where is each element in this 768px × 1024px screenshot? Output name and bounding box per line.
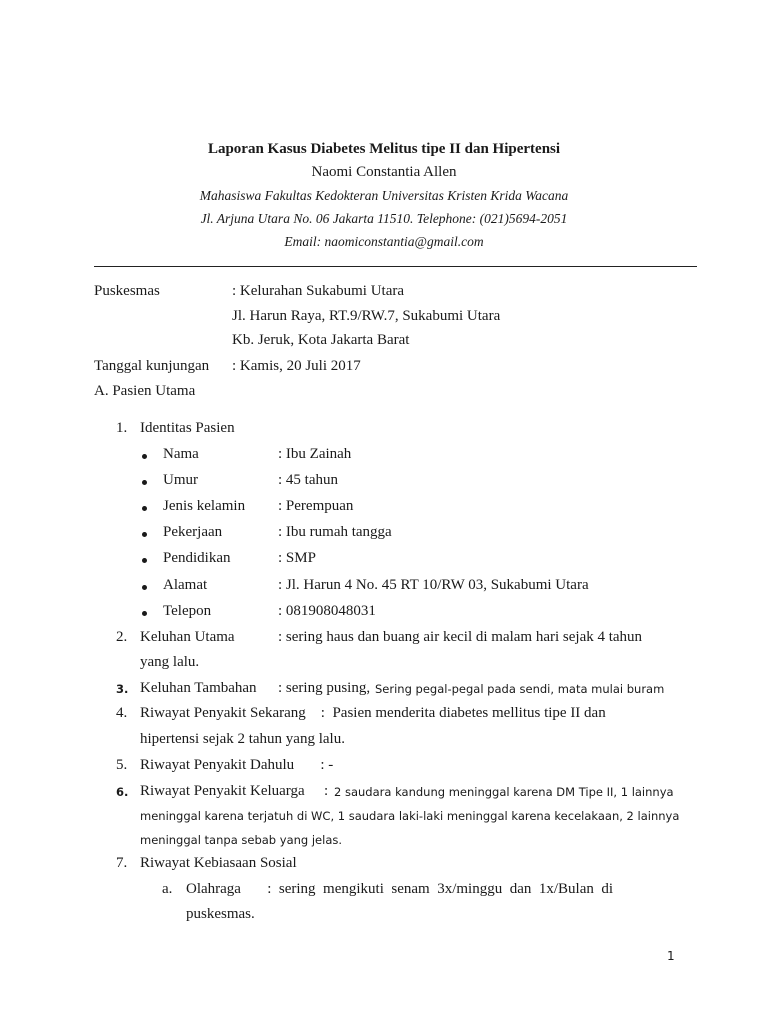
visit-date-value: : Kamis, 20 Juli 2017: [232, 358, 361, 374]
main-complaint-continuation: yang lalu.: [140, 654, 200, 670]
identity-label: Pekerjaan: [163, 524, 223, 540]
list-number: 7.: [116, 855, 128, 871]
main-complaint-value: : sering haus dan buang air kecil di malam hari sejak 4 tahun: [278, 629, 643, 645]
visit-date-label: Tanggal kunjungan: [94, 358, 210, 374]
additional-complaint-extra: Sering pegal-pegal pada sendi, mata mulai buram: [375, 682, 665, 696]
exercise-habit-continuation: puskesmas.: [186, 906, 255, 922]
puskesmas-city-line: Kb. Jeruk, Kota Jakarta Barat: [232, 332, 410, 348]
current-illness-history: Riwayat Penyakit Sekarang : Pasien menderita diabetes mellitus tipe II dan: [140, 705, 606, 721]
report-title: Laporan Kasus Diabetes Melitus tipe II dan Hipertensi: [207, 141, 561, 157]
bullet-icon: [142, 611, 147, 616]
bullet-icon: [142, 454, 147, 459]
identity-label: Pendidikan: [163, 550, 231, 566]
list-number: 1.: [116, 420, 128, 436]
header-divider: [94, 266, 697, 267]
list-number: 5.: [116, 757, 128, 773]
family-history-colon: :: [324, 783, 329, 799]
family-history-label: Riwayat Penyakit Keluarga: [140, 783, 305, 799]
identity-label: Umur: [163, 472, 198, 488]
family-history-line: meninggal karena terjatuh di WC, 1 saudara laki-laki meninggal karena kecelakaan, 2 lainnya: [140, 809, 680, 823]
identity-label: Jenis kelamin: [163, 498, 246, 514]
page-number: 1: [667, 949, 675, 963]
additional-complaint-label: Keluhan Tambahan: [140, 680, 257, 696]
identity-label: Alamat: [163, 577, 208, 593]
bullet-icon: [142, 558, 147, 563]
social-history-heading: Riwayat Kebiasaan Sosial: [140, 855, 297, 871]
list-number: 4.: [116, 705, 128, 721]
identity-value: : 45 tahun: [278, 472, 338, 488]
list-number: 2.: [116, 629, 128, 645]
main-complaint-label: Keluhan Utama: [140, 629, 235, 645]
current-illness-continuation: hipertensi sejak 2 tahun yang lalu.: [140, 731, 345, 747]
list-number: 6.: [116, 785, 129, 799]
puskesmas-address-line: Jl. Harun Raya, RT.9/RW.7, Sukabumi Utara: [232, 308, 501, 324]
identity-value: : Jl. Harun 4 No. 45 RT 10/RW 03, Sukabumi Utara: [278, 577, 589, 593]
identity-value: : Ibu Zainah: [278, 446, 352, 462]
bullet-icon: [142, 585, 147, 590]
identity-value: : Ibu rumah tangga: [278, 524, 392, 540]
puskesmas-value: : Kelurahan Sukabumi Utara: [232, 283, 405, 299]
list-number: 3.: [116, 682, 129, 696]
bullet-icon: [142, 506, 147, 511]
past-illness-history: Riwayat Penyakit Dahulu : -: [140, 757, 334, 773]
author-address: Jl. Arjuna Utara No. 06 Jakarta 11510. Telephone: (021)5694-2051: [200, 211, 568, 226]
bullet-icon: [142, 532, 147, 537]
identity-label: Nama: [163, 446, 199, 462]
section-heading: A. Pasien Utama: [94, 383, 196, 399]
author-email: Email: naomiconstantia@gmail.com: [284, 234, 484, 249]
puskesmas-label: Puskesmas: [94, 283, 160, 299]
exercise-habit: Olahraga : sering mengikuti senam 3x/minggu dan 1x/Bulan di: [186, 881, 614, 897]
identity-value: : 081908048031: [278, 603, 376, 619]
identity-label: Telepon: [163, 603, 212, 619]
author-affiliation: Mahasiswa Fakultas Kedokteran Universitas Kristen Krida Wacana: [199, 188, 569, 203]
additional-complaint-value: : sering pusing,: [278, 680, 371, 696]
family-history-line: meninggal tanpa sebab yang jelas.: [140, 833, 343, 847]
identity-value: : SMP: [278, 550, 316, 566]
identity-heading: Identitas Pasien: [140, 420, 235, 436]
author-name: Naomi Constantia Allen: [311, 164, 457, 180]
list-letter: a.: [162, 881, 173, 897]
family-history-line: 2 saudara kandung meninggal karena DM Tipe II, 1 lainnya: [334, 785, 674, 799]
bullet-icon: [142, 480, 147, 485]
identity-value: : Perempuan: [278, 498, 354, 514]
